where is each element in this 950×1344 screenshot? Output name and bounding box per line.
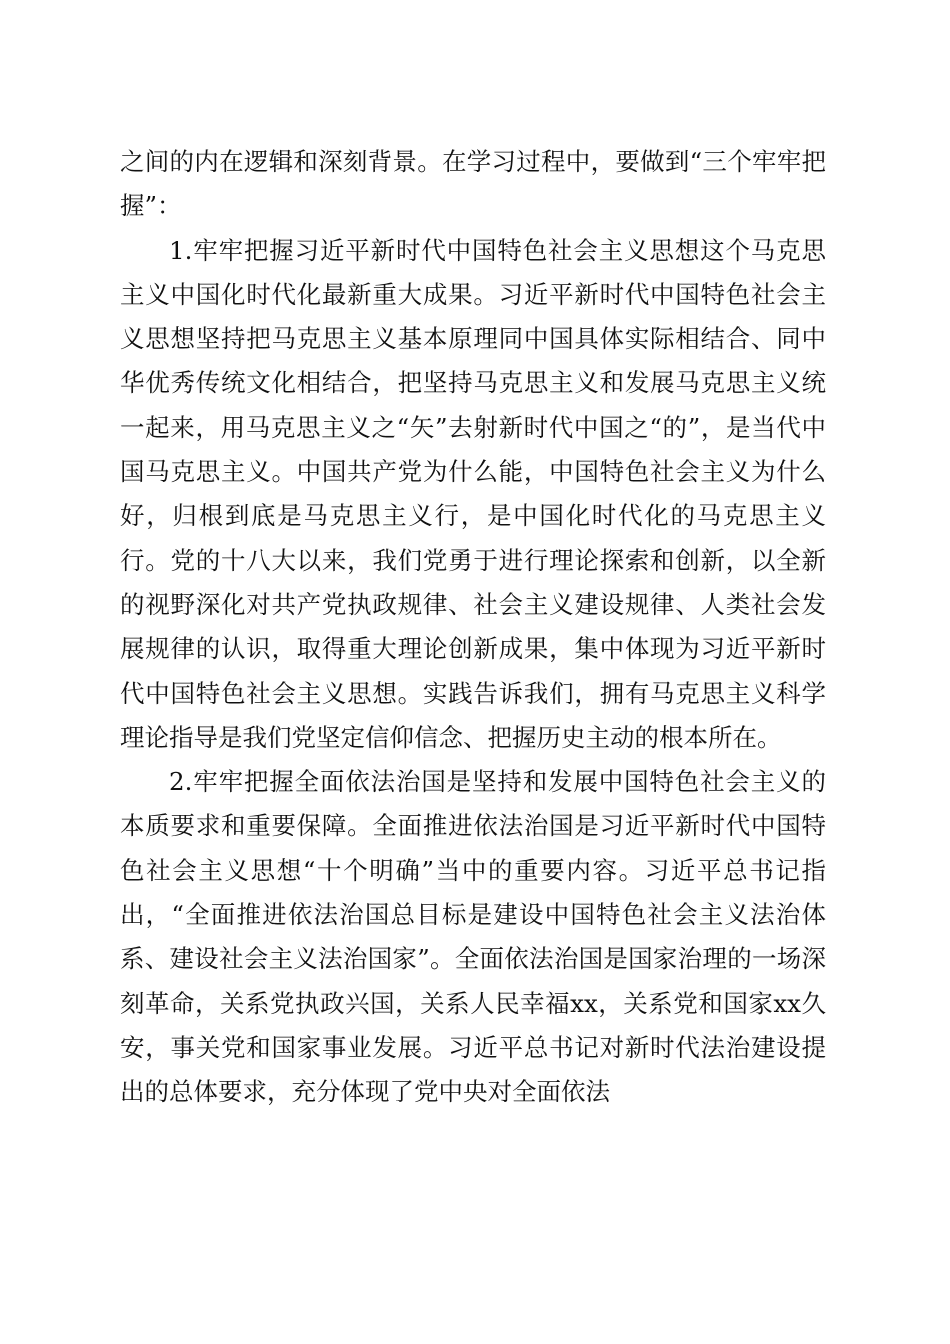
paragraph-point-1: 1.牢牢把握习近平新时代中国特色社会主义思想这个马克思主义中国化时代化最新重大成果。习近平新时代中国特色社会主义思想坚持把马克思主义基本原理同中国具体实际相结合、同中华优秀传统文化相结合，把坚持马克思主义和发展马克思主义统一起来，用马克思主义之“矢”去射新时代中国之“的”，是当代中国马克思主义。中国共产党为什么能，中国特色社会主义为什么好，归根到底是马克思主义行，是中国化时代化的马克思主义行。党的十八大以来，我们党勇于进行理论探索和创新，以全新的视野深化对共产党执政规律、社会主义建设规律、人类社会发展规律的认识，取得重大理论创新成果，集中体现为习近平新时代中国特色社会主义思想。实践告诉我们，拥有马克思主义科学理论指导是我们党坚定信仰信念、把握历史主动的根本所在。 bbox=[120, 235, 826, 752]
document-body bbox=[120, 140, 826, 1115]
paragraph-intro-continuation: 之间的内在逻辑和深刻背景。在学习过程中，要做到“三个牢牢把握”： bbox=[120, 147, 826, 221]
paragraph-point-2: 2.牢牢把握全面依法治国是坚持和发展中国特色社会主义的本质要求和重要保障。全面推进依法治国是习近平新时代中国特色社会主义思想“十个明确”当中的重要内容。习近平总书记指出，“全面推进依法治国总目标是建设中国特色社会主义法治体系、建设社会主义法治国家”。全面依法治国是国家治理的一场深刻革命，关系党执政兴国，关系人民幸福xx，关系党和国家xx久安，事关党和国家事业发展。习近平总书记对新时代法治建设提出的总体要求，充分体现了党中央对全面依法 bbox=[120, 767, 826, 1107]
